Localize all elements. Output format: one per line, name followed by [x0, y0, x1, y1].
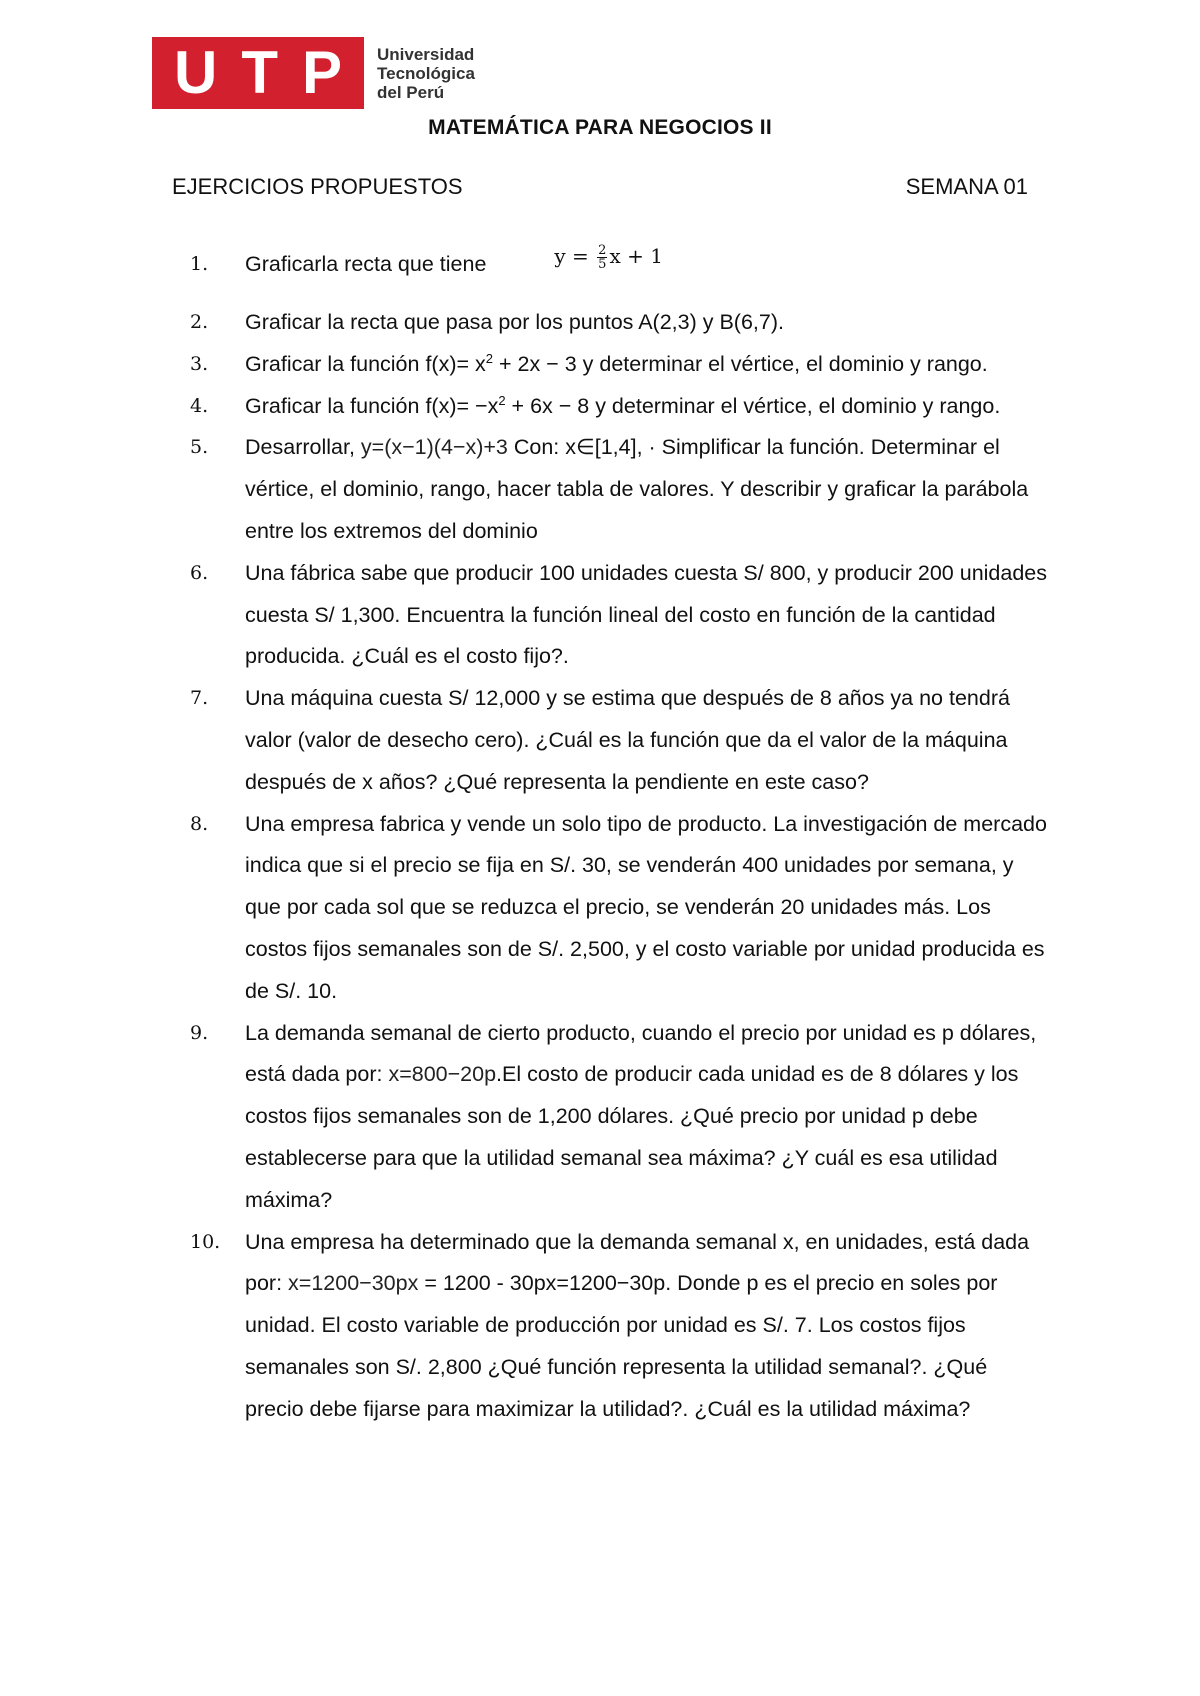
exercise-text-cont: = 1200 - 30px=1200−30p. Donde p es el precio en soles por unidad. El costo variable de producción por unidad es S/. 7. Los costos fijos semanales son S/. 2,800 ¿Qué función representa la utilidad semanal?. ¿Qué precio debe fijarse para maximizar la utilidad?. ¿Cuál es la utilidad máxima?	[245, 1271, 998, 1421]
exercise-number: 7.	[190, 687, 209, 710]
exponent: 2	[485, 350, 493, 366]
exercise-text: Graficar la función f(x)= −x	[245, 393, 499, 418]
logo-letter-t: T	[241, 39, 278, 106]
exercise-text: Graficar la recta que pasa por los puntos A(2,3) y B(6,7).	[245, 310, 784, 334]
exercise-6	[190, 553, 1050, 678]
exercise-number: 8.	[190, 812, 209, 835]
equation-lhs: y =	[554, 244, 589, 269]
exercise-10	[190, 1222, 1050, 1431]
exercise-text-cont: + 2x − 3 y determinar el vértice, el dominio y rango.	[493, 351, 988, 376]
exercise-4	[190, 386, 1050, 428]
exercise-9	[190, 1013, 1050, 1222]
utp-logo-mark	[152, 37, 364, 109]
logo-letter-p: P	[301, 39, 342, 106]
exercise-text: Una máquina cuesta S/ 12,000 y se estima que después de 8 años ya no tendrá valor (valor de desecho cero). ¿Cuál es la función que da el valor de la máquina después de x años? ¿Qué representa la pendiente en este caso?	[245, 686, 1010, 794]
exercise-text: Una empresa ha determinado que la demanda semanal x, en unidades, está dada por:	[245, 1229, 1030, 1296]
exercise-3	[190, 344, 1050, 386]
exercise-number: 3.	[190, 352, 209, 375]
exercise-number: 9.	[190, 1021, 209, 1044]
logo-wordmark	[377, 45, 475, 102]
exercise-number: 2.	[190, 311, 209, 333]
exercise-7	[190, 678, 1050, 803]
fraction	[597, 244, 607, 271]
logo-text-line-3: del Perú	[377, 82, 445, 102]
exercise-number: 4.	[190, 394, 209, 417]
week-label: SEMANA 01	[905, 174, 1028, 199]
exercise-2	[190, 302, 1050, 344]
exercise-number: 5.	[190, 436, 209, 459]
exercise-text-cont: .El costo de producir cada unidad es de 8 dólares y los costos fijos semanales son de 1,200 dólares. ¿Qué precio por unidad p debe establecerse para que la utilidad semanal sea máxima? ¿Y cuál es esa utilidad máxima?	[245, 1062, 1019, 1212]
exercise-text-cont: Con: x∈[1,4], · Simplificar la función. Determinar el vértice, el dominio, rango, hacer tabla de valores. Y describir y graficar la parábola entre los extremos del dominio	[245, 435, 1029, 543]
exercise-text: Una fábrica sabe que producir 100 unidades cuesta S/ 800, y producir 200 unidades cuesta S/ 1,300. Encuentra la función lineal del costo en función de la cantidad producida. ¿Cuál es el costo fijo?.	[245, 560, 1048, 669]
logo-text-line-2: Tecnológica	[377, 63, 475, 83]
math-expression: x=800−20p	[388, 1062, 497, 1087]
exercise-text: Desarrollar,	[245, 435, 361, 460]
exercise-list	[190, 244, 1050, 1431]
section-heading: EJERCICIOS PROPUESTOS	[172, 174, 463, 199]
exponent: 2	[498, 392, 506, 408]
exercise-text: Graficarla recta que tiene	[245, 252, 487, 276]
fraction-numerator: 2	[598, 242, 607, 258]
math-expression: y=(x−1)(4−x)+3	[360, 435, 508, 460]
document-title: MATEMÁTICA PARA NEGOCIOS II	[428, 116, 772, 139]
exercise-text-cont: + 6x − 8 y determinar el vértice, el dominio y rango.	[505, 393, 1001, 418]
exercise-text: Graficar la función f(x)= x	[245, 351, 486, 376]
logo-letter-u: U	[174, 39, 218, 106]
exercise-text: La demanda semanal de cierto producto, cuando el precio por unidad es p dólares, está dada por:	[245, 1020, 1037, 1087]
exercise-number: 10.	[190, 1230, 221, 1253]
math-expression: x=1200−30px	[288, 1271, 419, 1296]
exercise-1	[190, 244, 1050, 302]
line-equation	[554, 236, 663, 278]
utp-logo	[152, 37, 475, 109]
fraction-denominator: 5	[598, 256, 607, 272]
exercise-5	[190, 427, 1050, 552]
exercise-number: 6.	[190, 561, 209, 584]
logo-text-line-1: Universidad	[377, 44, 475, 64]
exercise-8	[190, 804, 1050, 1013]
exercise-text: Una empresa fabrica y vende un solo tipo de producto. La investigación de mercado indica que si el precio se fija en S/. 30, se venderán 400 unidades por semana, y que por cada sol que se reduzca el precio, se venderán 20 unidades más. Los costos fijos semanales son de S/. 2,500, y el costo variable por unidad producida es de S/. 10.	[245, 811, 1047, 1003]
exercise-number: 1.	[190, 253, 209, 275]
equation-rhs: x + 1	[609, 244, 663, 269]
